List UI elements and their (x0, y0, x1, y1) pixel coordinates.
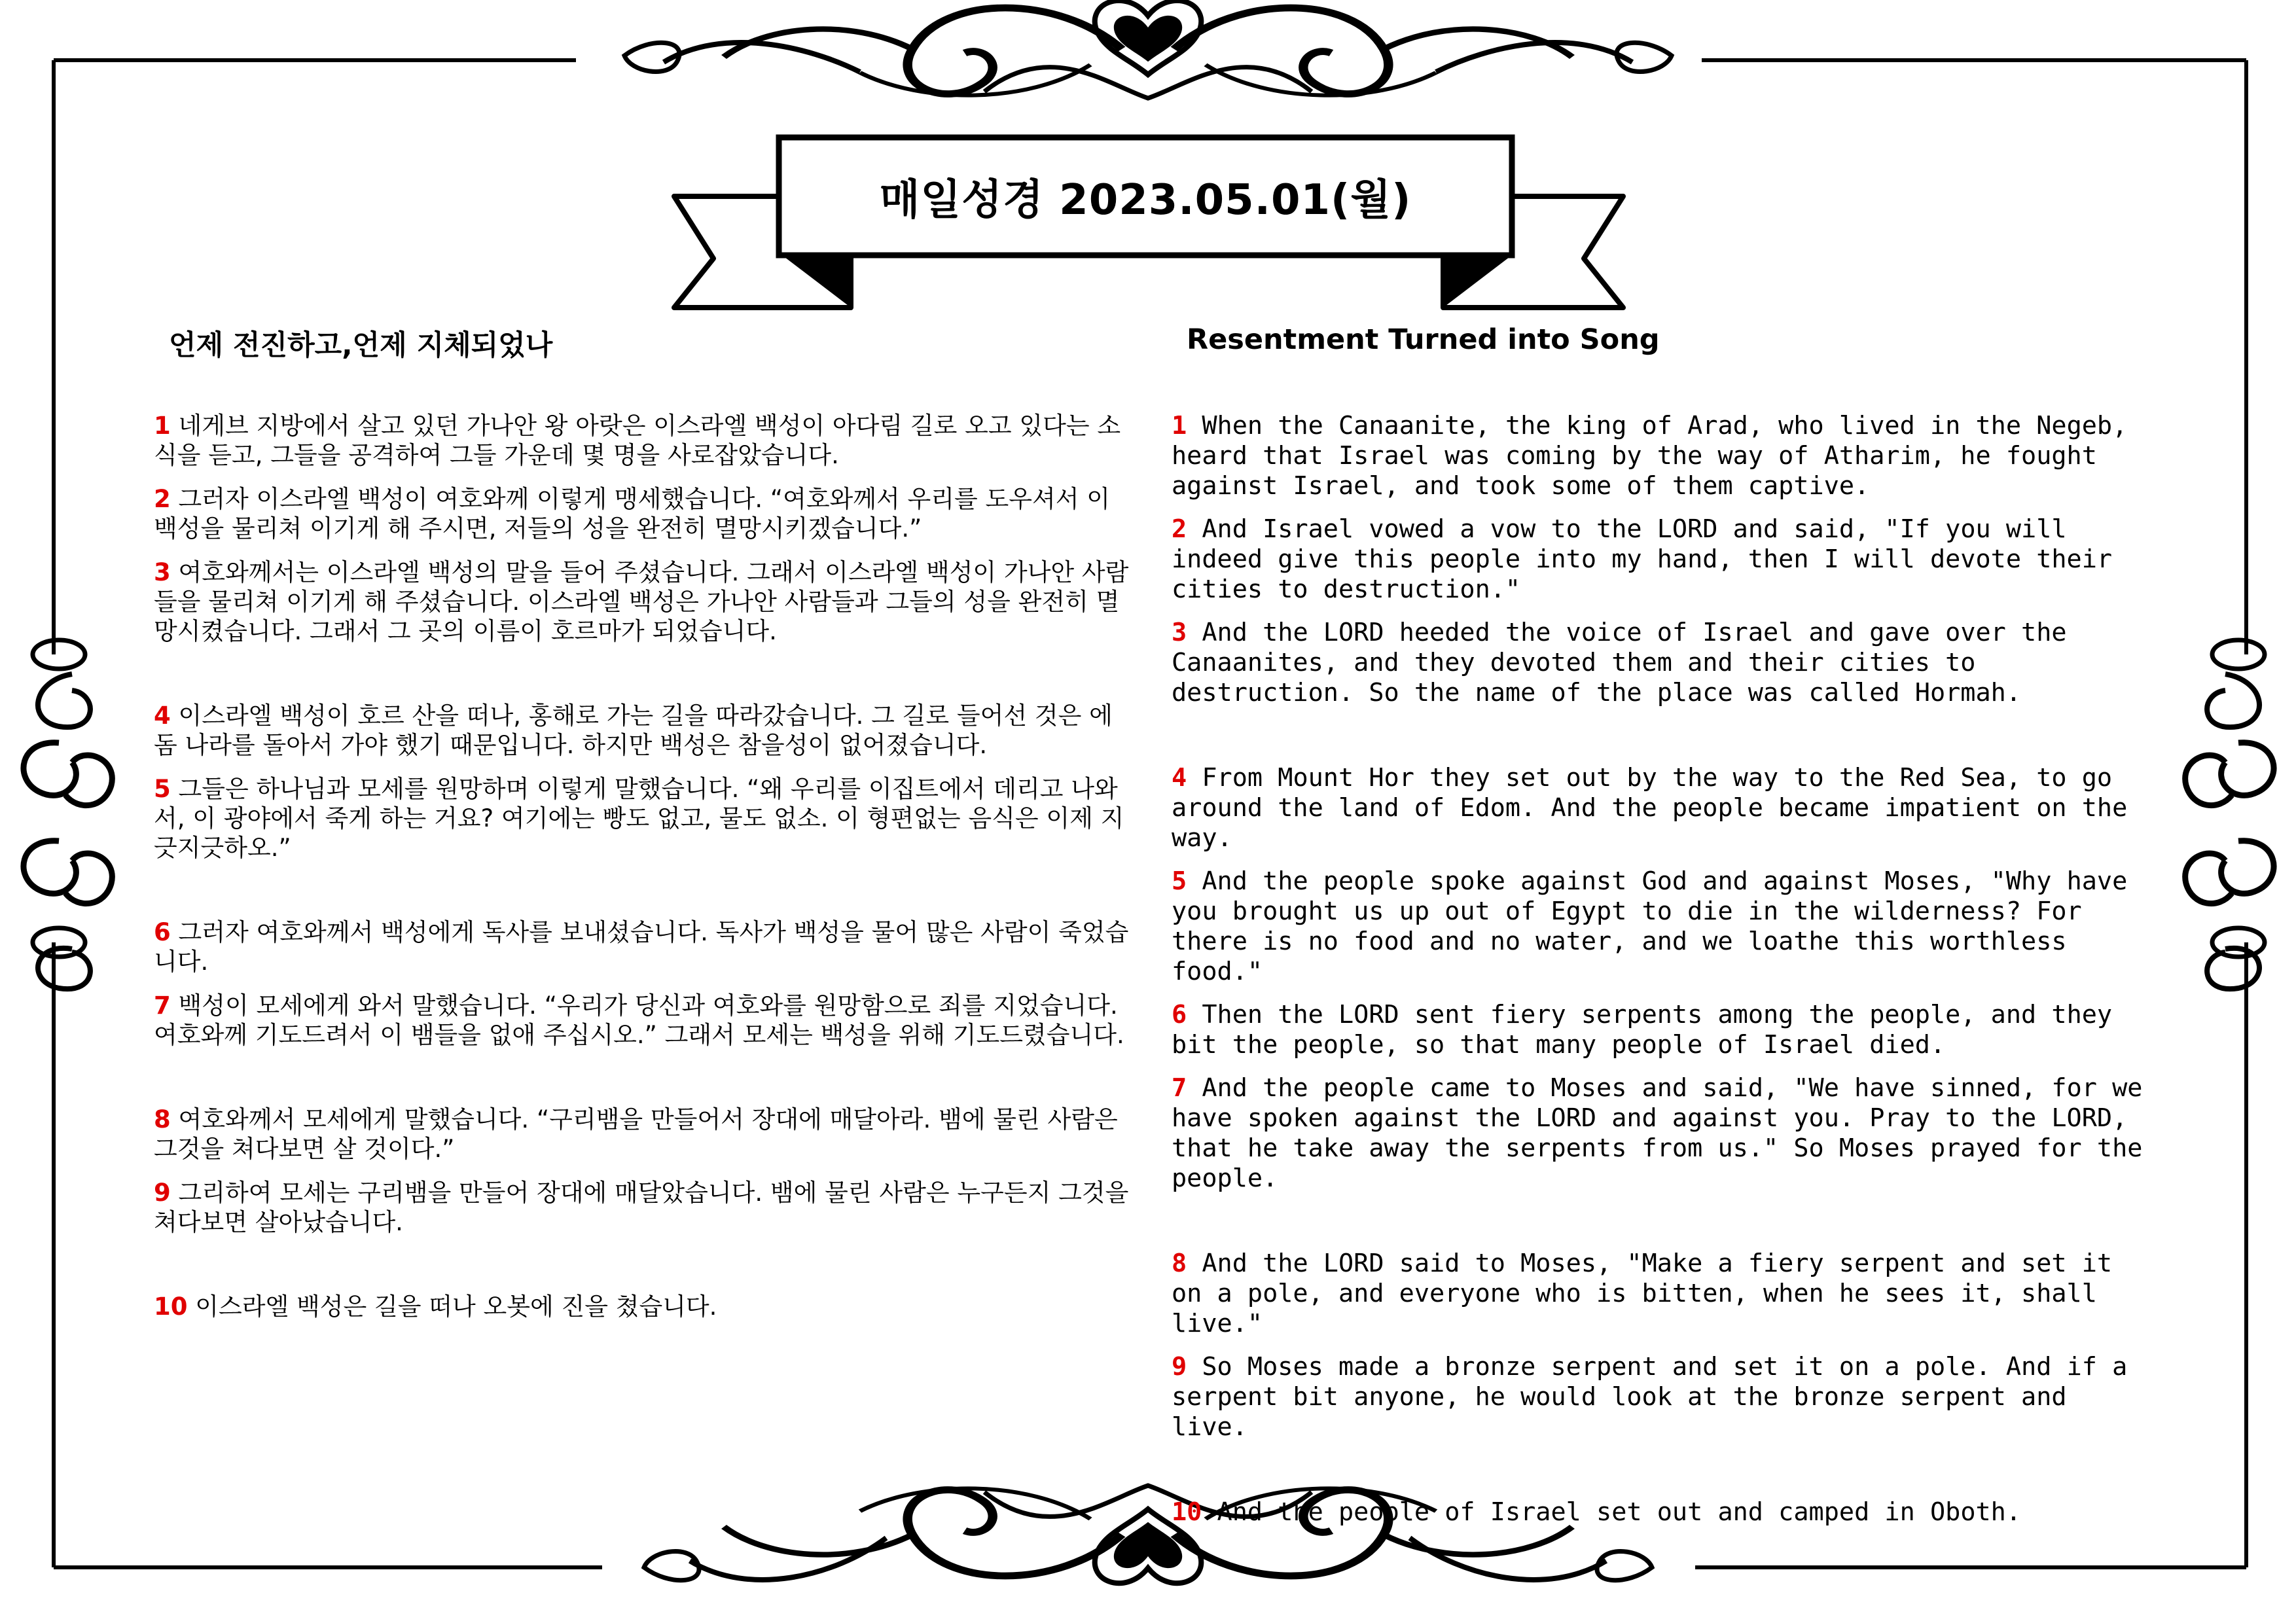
verse-text: From Mount Hor they set out by the way to the Red Sea, to go around the land of Edom. And the people became impatient on the way. (1172, 763, 2128, 853)
verse-text: 그러자 이스라엘 백성이 여호와께 이렇게 맹세했습니다. “여호와께서 우리를 도우셔서 이 백성을 물리쳐 이기게 해 주시면, 저들의 성을 완전히 멸망시키겠습니다.” (154, 485, 1111, 543)
english-verse-5 (1172, 866, 2147, 987)
english-verse-8 (1172, 1249, 2147, 1339)
verse-number: 1 (154, 412, 171, 440)
english-verse-2 (1172, 514, 2147, 605)
korean-verse-5 (154, 774, 1129, 863)
korean-verse-7 (154, 991, 1129, 1050)
verse-number: 4 (154, 702, 171, 730)
korean-column (154, 411, 1129, 1336)
korean-heading: 언제 전진하고,언제 지체되었나 (169, 329, 553, 362)
verse-number: 5 (1172, 866, 1187, 896)
verse-text: 여호와께서는 이스라엘 백성의 말을 들어 주셨습니다. 그래서 이스라엘 백성이 가나안 사람들을 물리쳐 이기게 해 주셨습니다. 이스라엘 백성은 가나안 사람들과 그들의 성을 완전히 멸망시켰습니다. 그래서 그 곳의 이름이 호르마가 되었습니다. (154, 558, 1129, 645)
english-verse-7 (1172, 1073, 2147, 1194)
verse-number: 8 (1172, 1249, 1187, 1278)
verse-text: So Moses made a bronze serpent and set it on a pole. And if a serpent bit anyone, he would look at the bronze serpent and live. (1172, 1352, 2128, 1442)
korean-verse-6 (154, 918, 1129, 976)
verse-text: 백성이 모세에게 와서 말했습니다. “우리가 당신과 여호와를 원망함으로 죄를 지었습니다. 여호와께 기도드려서 이 뱀들을 없애 주십시오.” 그래서 모세는 백성을 위해 기도드렸습니다. (154, 991, 1124, 1049)
verse-number: 10 (154, 1293, 188, 1321)
english-verse-1 (1172, 411, 2147, 501)
verse-text: When the Canaanite, the king of Arad, who lived in the Negeb, heard that Israel was coming by the way of Atharim, he fought against Israel, and took some of them captive. (1172, 411, 2128, 501)
verse-text: And the LORD heeded the voice of Israel and gave over the Canaanites, and they devoted them and their cities to destruction. So the name of the place was called Hormah. (1172, 618, 2067, 707)
korean-verse-3 (154, 558, 1129, 646)
verse-number: 2 (1172, 514, 1187, 544)
verse-text: Then the LORD sent fiery serpents among the people, and they bit the people, so that many people of Israel died. (1172, 1000, 2113, 1060)
verse-number: 6 (1172, 1000, 1187, 1029)
english-verse-6 (1172, 1000, 2147, 1060)
verse-number: 2 (154, 485, 171, 513)
verse-number: 3 (154, 558, 171, 586)
verse-text: And Israel vowed a vow to the LORD and said, "If you will indeed give this people into my hand, then I will devote their cities to destruction." (1172, 514, 2113, 604)
verse-number: 8 (154, 1105, 171, 1133)
english-heading: Resentment Turned into Song (1187, 323, 1660, 356)
verse-number: 3 (1172, 618, 1187, 647)
verse-text: And the people of Israel set out and camped in Oboth. (1217, 1497, 2022, 1527)
verse-text: 네게브 지방에서 살고 있던 가나안 왕 아랏은 이스라엘 백성이 아다림 길로 오고 있다는 소식을 듣고, 그들을 공격하여 그들 가운데 몇 명을 사로잡았습니다. (154, 412, 1121, 469)
english-column (1172, 411, 2147, 1541)
verse-number: 9 (154, 1179, 171, 1207)
verse-number: 7 (154, 991, 171, 1020)
verse-number: 10 (1172, 1497, 1202, 1527)
verse-number: 4 (1172, 763, 1187, 793)
english-verse-3 (1172, 618, 2147, 708)
page-title: 매일성경 2023.05.01(월) (879, 176, 1412, 224)
verse-text: 그러자 여호와께서 백성에게 독사를 보내셨습니다. 독사가 백성을 물어 많은 사람이 죽었습니다. (154, 918, 1129, 976)
verse-text: 이스라엘 백성은 길을 떠나 오봇에 진을 쳤습니다. (195, 1293, 717, 1321)
verse-text: 여호와께서 모세에게 말했습니다. “구리뱀을 만들어서 장대에 매달아라. 뱀에 물린 사람은 그것을 쳐다보면 살 것이다.” (154, 1105, 1118, 1163)
verse-text: And the people spoke against God and against Moses, "Why have you brought us up out of Egypt to die in the wilderness? For there is no food and no water, and we loathe this worthless food." (1172, 866, 2128, 986)
verse-number: 6 (154, 918, 171, 946)
verse-number: 7 (1172, 1073, 1187, 1103)
verse-text: 이스라엘 백성이 호르 산을 떠나, 홍해로 가는 길을 따라갔습니다. 그 길로 들어선 것은 에돔 나라를 돌아서 가야 했기 때문입니다. 하지만 백성은 참을성이 없어졌습니다. (154, 702, 1113, 759)
korean-verse-2 (154, 484, 1129, 543)
verse-number: 9 (1172, 1352, 1187, 1382)
verse-text: 그들은 하나님과 모세를 원망하며 이렇게 말했습니다. “왜 우리를 이집트에서 데리고 나와서, 이 광야에서 죽게 하는 거요? 여기에는 빵도 없고, 물도 없소. 이 형편없는 음식은 이제 지긋지긋하오.” (154, 775, 1124, 862)
english-verse-4 (1172, 763, 2147, 853)
verse-text: 그리하여 모세는 구리뱀을 만들어 장대에 매달았습니다. 뱀에 물린 사람은 누구든지 그것을 쳐다보면 살아났습니다. (154, 1179, 1129, 1236)
verse-number: 5 (154, 775, 171, 803)
korean-verse-10 (154, 1292, 1129, 1321)
verse-text: And the LORD said to Moses, "Make a fiery serpent and set it on a pole, and everyone who is bitten, when he sees it, shall live." (1172, 1249, 2113, 1338)
verse-number: 1 (1172, 411, 1187, 440)
korean-verse-9 (154, 1178, 1129, 1237)
korean-verse-4 (154, 701, 1129, 760)
english-verse-9 (1172, 1352, 2147, 1442)
verse-text: And the people came to Moses and said, "We have sinned, for we have spoken against the LORD and against you. Pray to the LORD, that he take away the serpents from us." So Moses prayed for the people. (1172, 1073, 2143, 1193)
korean-verse-1 (154, 411, 1129, 470)
korean-verse-8 (154, 1105, 1129, 1164)
english-verse-10 (1172, 1497, 2147, 1527)
